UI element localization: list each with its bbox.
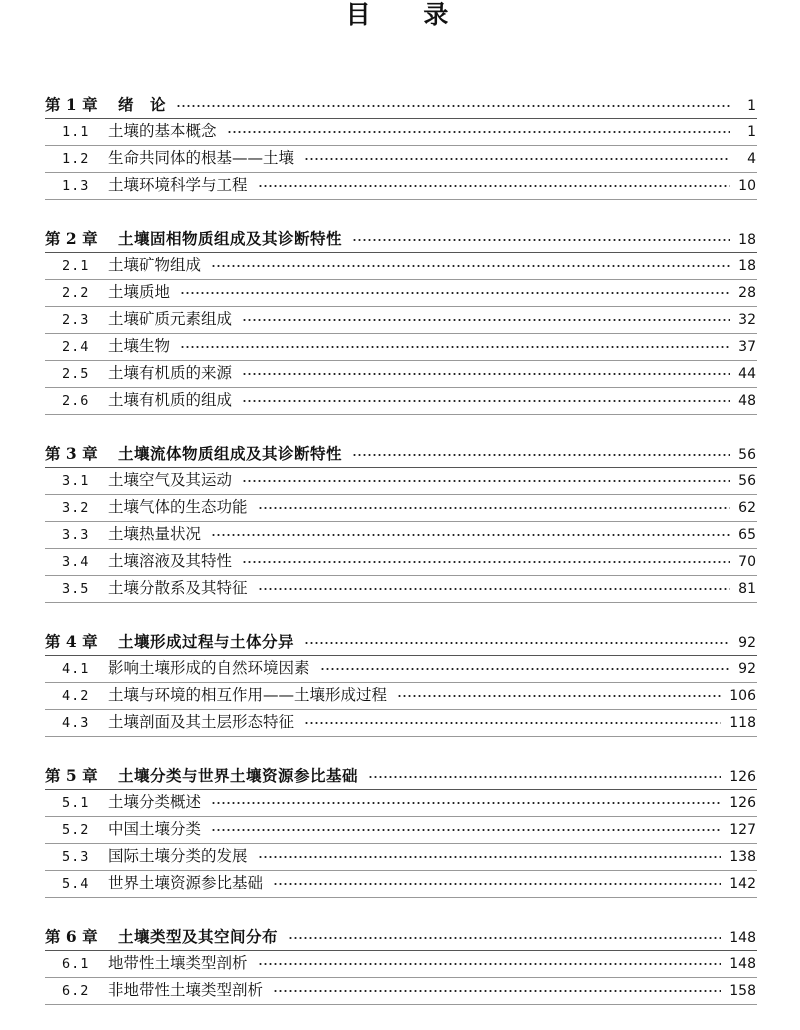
chapter-title: 土壤固相物质组成及其诊断特性 [118, 229, 343, 248]
page-number: 142 [729, 876, 756, 892]
row-divider [45, 736, 757, 737]
dot-leader [180, 285, 730, 297]
dot-leader [242, 312, 730, 324]
row-divider [45, 602, 757, 603]
section-number: 6.1 [62, 956, 90, 972]
section-entry[interactable] [0, 575, 800, 602]
page-number: 148 [729, 930, 756, 946]
section-entry[interactable] [0, 360, 800, 387]
page-number: 37 [738, 339, 756, 355]
section-entry[interactable] [0, 172, 800, 199]
chapter-block [0, 225, 800, 414]
page-number: 158 [729, 983, 756, 999]
page-number: 126 [729, 769, 756, 785]
page-number: 18 [738, 232, 756, 248]
section-number: 5.1 [62, 795, 90, 811]
chapter-entry[interactable] [0, 628, 800, 655]
section-title: 土壤空气及其运动 [108, 471, 233, 489]
chapter-number: 第 1 章 [45, 95, 98, 114]
dot-leader [352, 447, 730, 459]
row-divider [45, 897, 757, 898]
section-title: 土壤有机质的组成 [108, 391, 233, 409]
chapter-entry[interactable] [0, 923, 800, 950]
section-number: 3.1 [62, 473, 90, 489]
chapter-title: 土壤流体物质组成及其诊断特性 [118, 444, 343, 463]
dot-leader [368, 769, 721, 781]
section-number: 2.6 [62, 393, 90, 409]
section-title: 土壤剖面及其土层形态特征 [108, 713, 295, 731]
page-number: 32 [738, 312, 756, 328]
chapter-number: 第 5 章 [45, 766, 98, 785]
page-number: 1 [747, 124, 756, 140]
section-entry[interactable] [0, 306, 800, 333]
dot-leader [242, 366, 730, 378]
dot-leader [273, 983, 721, 995]
section-entry[interactable] [0, 548, 800, 575]
dot-leader [211, 822, 721, 834]
page-number: 1 [747, 98, 756, 114]
section-number: 4.2 [62, 688, 90, 704]
page-number: 65 [738, 527, 756, 543]
dot-leader [258, 849, 722, 861]
section-entry[interactable] [0, 950, 800, 977]
section-entry[interactable] [0, 467, 800, 494]
page-number: 70 [738, 554, 756, 570]
page-number: 56 [738, 447, 756, 463]
section-entry[interactable] [0, 843, 800, 870]
section-number: 1.2 [62, 151, 90, 167]
section-number: 3.2 [62, 500, 90, 516]
section-entry[interactable] [0, 279, 800, 306]
section-number: 2.5 [62, 366, 90, 382]
section-entry[interactable] [0, 682, 800, 709]
section-title: 土壤环境科学与工程 [108, 176, 248, 194]
page-number: 4 [747, 151, 756, 167]
section-entry[interactable] [0, 870, 800, 897]
section-number: 5.3 [62, 849, 90, 865]
row-divider [45, 414, 757, 415]
chapter-entry[interactable] [0, 440, 800, 467]
section-title: 土壤分散系及其特征 [108, 579, 248, 597]
dot-leader [352, 232, 730, 244]
chapter-title: 土壤分类与世界土壤资源参比基础 [118, 766, 359, 785]
chapter-block [0, 440, 800, 602]
page-number: 92 [738, 661, 756, 677]
dot-leader [211, 795, 721, 807]
section-title: 土壤有机质的来源 [108, 364, 233, 382]
dot-leader [211, 527, 730, 539]
chapter-block [0, 91, 800, 199]
page-number: 126 [729, 795, 756, 811]
section-entry[interactable] [0, 118, 800, 145]
chapter-entry[interactable] [0, 225, 800, 252]
chapter-number: 第 6 章 [45, 927, 98, 946]
dot-leader [288, 930, 721, 942]
chapter-number: 第 2 章 [45, 229, 98, 248]
table-of-contents [0, 91, 800, 1030]
section-title: 土壤质地 [108, 283, 171, 301]
dot-leader [304, 151, 730, 163]
section-entry[interactable] [0, 333, 800, 360]
section-title: 非地带性土壤类型剖析 [108, 981, 264, 999]
section-title: 土壤气体的生态功能 [108, 498, 248, 516]
section-title: 土壤矿质元素组成 [108, 310, 233, 328]
section-title: 土壤生物 [108, 337, 171, 355]
chapter-block [0, 628, 800, 736]
section-title: 土壤矿物组成 [108, 256, 202, 274]
dot-leader [242, 554, 730, 566]
row-divider [45, 199, 757, 200]
page-number: 62 [738, 500, 756, 516]
section-entry[interactable] [0, 816, 800, 843]
section-number: 5.4 [62, 876, 90, 892]
page-number: 92 [738, 635, 756, 651]
section-title: 国际土壤分类的发展 [108, 847, 248, 865]
dot-leader [176, 98, 730, 110]
section-number: 5.2 [62, 822, 90, 838]
section-number: 1.3 [62, 178, 90, 194]
section-number: 2.2 [62, 285, 90, 301]
section-title: 土壤分类概述 [108, 793, 202, 811]
section-entry[interactable] [0, 145, 800, 172]
section-number: 2.4 [62, 339, 90, 355]
section-title: 土壤的基本概念 [108, 122, 217, 140]
page-number: 18 [738, 258, 756, 274]
dot-leader [304, 715, 721, 727]
dot-leader [242, 393, 730, 405]
page-number: 56 [738, 473, 756, 489]
section-entry[interactable] [0, 252, 800, 279]
section-number: 4.1 [62, 661, 90, 677]
dot-leader [258, 956, 722, 968]
page-number: 138 [729, 849, 756, 865]
chapter-title: 绪 论 [118, 95, 167, 114]
dot-leader [258, 500, 730, 512]
section-number: 3.5 [62, 581, 90, 597]
chapter-number: 第 3 章 [45, 444, 98, 463]
section-entry[interactable] [0, 655, 800, 682]
dot-leader [227, 124, 730, 136]
chapter-block [0, 762, 800, 897]
page-title: 目 录 [345, 0, 471, 29]
section-entry[interactable] [0, 709, 800, 736]
section-entry[interactable] [0, 494, 800, 521]
chapter-entry[interactable] [0, 762, 800, 789]
chapter-title: 土壤类型及其空间分布 [118, 927, 279, 946]
section-title: 世界土壤资源参比基础 [108, 874, 264, 892]
section-title: 土壤与环境的相互作用——土壤形成过程 [108, 686, 388, 704]
dot-leader [304, 635, 730, 647]
section-title: 地带性土壤类型剖析 [108, 954, 248, 972]
dot-leader [242, 473, 730, 485]
dot-leader [180, 339, 730, 351]
section-title: 影响土壤形成的自然环境因素 [108, 659, 310, 677]
page-number: 48 [738, 393, 756, 409]
page-number: 118 [729, 715, 756, 731]
page-number: 127 [729, 822, 756, 838]
dot-leader [258, 581, 730, 593]
section-title: 土壤溶液及其特性 [108, 552, 233, 570]
section-title: 生命共同体的根基——土壤 [108, 149, 295, 167]
chapter-block [0, 923, 800, 1004]
page-number: 106 [729, 688, 756, 704]
dot-leader [273, 876, 721, 888]
section-entry[interactable] [0, 387, 800, 414]
row-divider [45, 1004, 757, 1005]
section-title: 中国土壤分类 [108, 820, 202, 838]
section-number: 3.3 [62, 527, 90, 543]
section-number: 2.1 [62, 258, 90, 274]
section-entry[interactable] [0, 521, 800, 548]
page-number: 81 [738, 581, 756, 597]
dot-leader [211, 258, 730, 270]
page-number: 10 [738, 178, 756, 194]
section-number: 3.4 [62, 554, 90, 570]
section-title: 土壤热量状况 [108, 525, 202, 543]
dot-leader [258, 178, 730, 190]
section-entry[interactable] [0, 789, 800, 816]
dot-leader [320, 661, 730, 673]
page-number: 28 [738, 285, 756, 301]
section-number: 1.1 [62, 124, 90, 140]
chapter-title: 土壤形成过程与土体分异 [118, 632, 295, 651]
section-number: 2.3 [62, 312, 90, 328]
dot-leader [397, 688, 721, 700]
section-number: 6.2 [62, 983, 90, 999]
page-number: 148 [729, 956, 756, 972]
section-number: 4.3 [62, 715, 90, 731]
chapter-entry[interactable] [0, 91, 800, 118]
page-number: 44 [738, 366, 756, 382]
chapter-number: 第 4 章 [45, 632, 98, 651]
